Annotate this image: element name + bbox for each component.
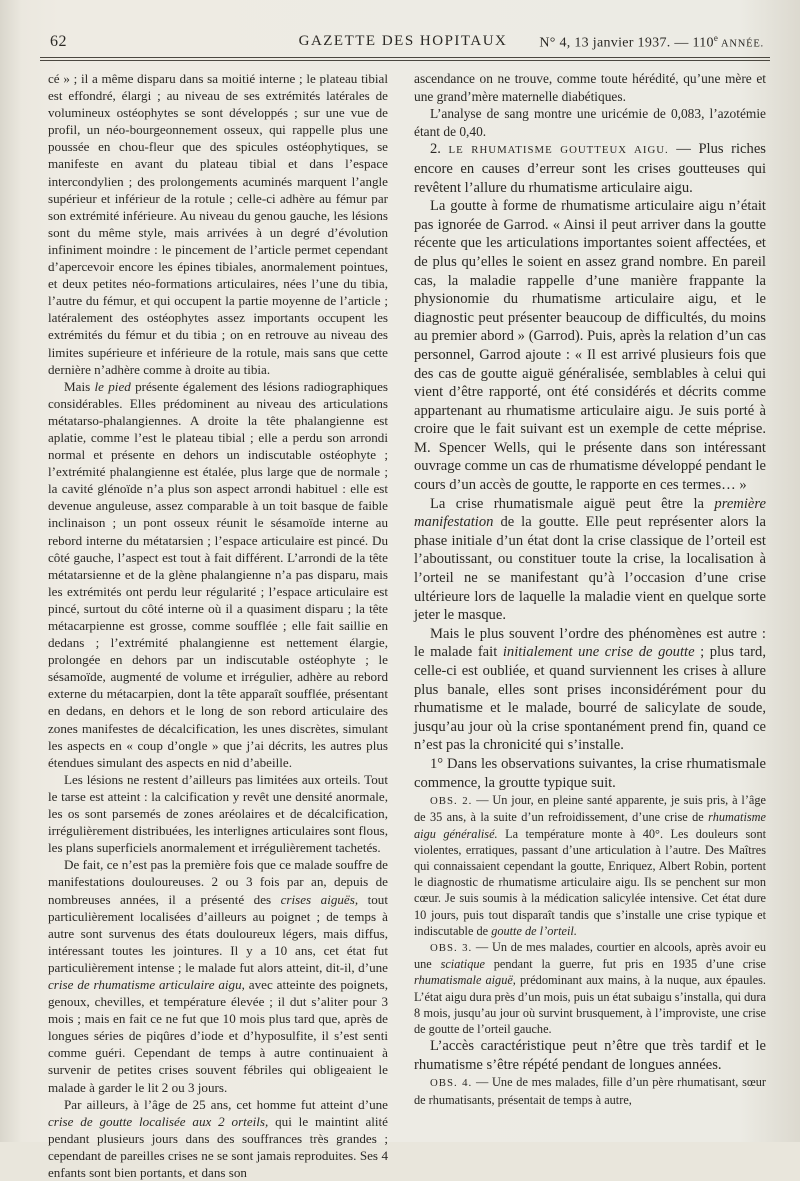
small-caps-heading: OBS. 3. [430,941,473,954]
text-run: La crise rhumatismale aiguë peut être la [430,495,715,512]
italic-text: sciatique [440,957,485,972]
text-run: De fait, ce n’est pas la première fois que ce malade souffre de manifestations douloureuses. 2 ou 3 fois par an, depuis de nombreuses années, il a présenté des [48,857,388,907]
italic-text: crise de rhumatisme articulaire aigu, [48,976,245,992]
paragraph [48,856,388,1095]
text-run: La goutte à forme de rhumatisme articulaire aigu n’était pas ignorée de Garrod. « Ainsi il peut arriver dans la goutte récente que les articulations importantes soient affectées, et de plus qu’elles le soient en assez grand nombre. En pareil cas, la maladie rappelle d’une manière frappante la physionomie du rhumatisme articulaire aigu, et le diagnostic peut présenter beaucoup de difficultés, du moins au premier abord » (Garrod). Puis, après la relation d’un cas personnel, Garrod ajoute : « Il est arrivé plusieurs fois que des cas de goutte aiguë généralisée, semblables à celui qui vient d’être rapporté, ont été considérés et décrits comme appartenant au rhumatisme articulaire aigu. Je suis porté à croire que le fait suivant est un exemple de cette méprise. M. Spencer Wells, qui le présente dans son intéressant ouvrage comme un cas de rhumatisme développé pendant le cours d’un accès de goutte, le rapporte en ces termes… » [414,198,766,494]
small-caps-heading: LE RHUMATISME GOUTTEUX AIGU. [448,144,669,157]
text-run: — Un jour, en pleine santé apparente, je suis pris, à l’âge de 35 ans, à la suite d’un refroidissement, d’une crise de [414,793,766,825]
header-rule-top [40,57,770,58]
paragraph [414,625,766,755]
text-run: 1° Dans les observations suivantes, la crise rhumatismale commence, la groutte typique suit. [414,755,766,791]
text-run: de la goutte. Elle peut représenter alors la phase initiale d’un état dont la crise classique de l’orteil est l’aboutissant, ou constituer toute la crise, la localisation à l’orteil ne se manifestant qu’à l’occasion d’une crise ultérieure lors de laquelle la maladie vient en quelque sorte jeter le masque. [414,514,766,624]
text-run: avec atteinte des poignets, genoux, chevilles, et température élevée ; il dut s’aliter pour 3 mois ; mais en fait ce ne fut que 10 mois plus tard que, après de longues séries de piqûres d’iode et d’hyposulfite, il s’est senti comme guéri. Cependant de temps à autre continuaient à survenir de petites crises souvent fébriles qui obligeaient le malade à garder le lit 2 ou 3 jours. [48,976,388,1095]
paragraph [48,771,388,856]
journal-title: GAZETTE DES HOPITAUX [298,33,508,49]
italic-text: rhumatisme aigu généralisé. [414,810,766,841]
paragraph [414,105,766,140]
text-run: — Un de mes malades, courtier en alcools, après avoir eu une [414,939,766,972]
text-run: présente également des lésions radiographiques considérables. Elles prédominent au niveau des articulations métatarso-phalangiennes. A droite la tête phalangienne est aplatie, comme l’est le plateau tibial ; elle a perdu son arrondi normal et présente en dehors un indiscutable ostéophyte ; l’extrémité phalangienne est étalée, plus large que de normale ; la cavité glénoïde n’a plus son aspect arrondi habituel : elle est devenue anguleuse, assez comparable à un toit basque de faible inclinaison ; un pont osseux réunit le sésamoïde interne au rebord interne du métatarsien ; l’espace articulaire est pincé. Du côté gauche, l’aspect est tout à fait différent. L’arrondi de la tête métatarsienne et de la glène phalangienne n’a pas disparu, mais les extrémités ont perdu leur régularité ; l’espace articulaire est pincé, surtout du côté interne où il a quasiment disparu ; la tête métacarpienne est grosse, comme soufflée ; elle fait saillie en dedans ; l’extrémité phalangienne est nettement élargie, prolongée en dehors par un indiscutable ostéophyte ; le sésamoïde, augmenté de volume et irrégulier, adhère au rebord externe du métacarpien, dont la tête apparaît soufflée, présentant en dedans, en dehors et le long de son rebord articulaire des zones manifestes de décalcification, les unes discrètes, simulant les aspects en « coup d’ongle » que j’ai décrits, les autres plus étendues simulant des aspects en nid d’abeille. [48,378,388,770]
small-caps-heading: OBS. 2. [430,795,473,808]
text-run: La température monte à 40°. Les douleurs sont violentes, erratiques, passant d’une articulation à l’autre. Des Maîtres qui connaissaient cependant la goutte, Enriquez, Albert Robin, portent le diagnostic de rhumatisme articulaire aigu. Ils se penchent sur mon cœur. Je suis soumis à la médication salicylée intensive. Cet état dure 10 jours, puis tout disparaît tandis que s’installe une crise typique et indiscutable de [414,826,767,938]
text-run: L’analyse de sang montre une uricémie de 0,083, l’azotémie étant de 0,40. [414,106,766,139]
page-number: 62 [50,33,67,50]
paragraph [414,939,766,1037]
text-run: — Plus riches encore en causes d’erreur sont les crises goutteuses qui revêtent l’allure du rhumatisme articulaire aigu. [414,141,766,196]
text-run: ascendance on ne trouve, comme toute hérédité, qu’une mère et une grand’mère maternelle diabétiques. [414,71,766,104]
paragraph [48,70,388,378]
right-column [414,70,766,1108]
paragraph [414,1074,766,1107]
text-run: 2. [430,141,449,158]
paragraph [414,755,766,792]
italic-text: rhumatismale aiguë, [414,973,516,988]
issue-number-date: N° 4, 13 janvier 1937. — 110 [539,35,714,51]
annee-label: ANNÉE. [718,38,764,50]
italic-text: crises aiguës, [280,891,359,907]
text-run: pendant la guerre, fut pris en 1935 d’une crise [484,957,766,972]
italic-text: goutte de l’orteil. [491,923,577,938]
text-run: Les lésions ne restent d’ailleurs pas limitées aux orteils. Tout le tarse est atteint : la calcification y revêt une densité anormale, les os sont parsemés de zones aréolaires et de décalcification, irrégulièrement distribuées, les interlignes articulaires sont flous, les plans superficiels anormalement et irrégulièrement tachetés. [48,771,388,856]
paragraph [48,1096,388,1181]
paragraph [414,140,766,197]
italic-text: initialement une crise de goutte [502,644,695,661]
text-run: — Une de mes malades, fille d’un père rhumatisant, sœur de rhumatisants, présentait de temps à autre, [414,1075,766,1107]
text-run: Mais [64,378,95,394]
italic-text: le pied [94,378,131,394]
header-rule-bottom [40,60,770,61]
italic-text: crise de goutte localisée aux 2 orteils, [48,1113,269,1129]
small-caps-heading: OBS. 4. [430,1077,473,1090]
issue-date [539,33,764,52]
paragraph [414,1037,766,1074]
paragraph [414,70,766,105]
text-run: cé » ; il a même disparu dans sa moitié interne ; le plateau tibial est effondré, élargi ; au niveau de ses extrémités latérales de volumineux ostéophytes se sont développés ; sur une vue de profil, un néo-bourgeonnement osseux, qui rappelle plus une poussée en chou-fleur que des spicules ostéophytiques, se manifeste en avant du plateau tibial et dans l’espace intercondylien ; des prolongements acuminés marquent l’angle supérieur et inférieur de la rotule ; celle-ci adhère au fémur par son extrémité inférieure. Au niveau du genou gauche, les lésions sont du même style, mais arrivées à un degré d’évolution infiniment moindre : le pincement de l’article permet cependant d’apercevoir encore les épines tibiales, anormalement pointues, et deux petites néo-formations articulaires, nées l’une du tibia, l’autre du fémur, et qui occupent la partie moyenne de l’article ; latéralement des ostéophytes assez importants occupent les extrémités du fémur et du tibia ; on en retrouve au niveau des limites supérieure et inférieure de la rotule, mais sans que cette dernière n’adhère comme à droite au tibia. [48,71,388,377]
text-run: tout particulièrement localisées d’ailleurs au poignet ; de temps à autre sont survenus des états douloureux légers, mais diffus, intéressant toutes les jointures. Il y a 10 ans, cet état fut particulièrement intense ; le malade fut alors atteint, dit-il, d’une [48,891,388,975]
year-ordinal-suffix: e [713,33,719,43]
paragraph [414,197,766,495]
text-run: ; plus tard, celle-ci est oubliée, et quand surviennent les crises à allure plus banale, elles sont prises inconsidérément pour du rhumatisme et le malade, bourré de salicylate de soude, jusqu’au jour où la crise spontanément prend fin, quand ce n’est pas la chronicité qui s’installe. [414,644,766,754]
text-run: L’accès caractéristique peut n’être que très tardif et le rhumatisme s’être répété pendant de longues années. [414,1038,766,1073]
running-header [40,30,766,54]
text-run: qui le maintint alité pendant plusieurs jours dans des souffrances très grandes ; cependant de pareilles crises ne se sont jamais reproduites. Ses 4 enfants sont bien portants, et dans son [48,1113,388,1180]
paragraph [414,495,766,625]
text-run: Par ailleurs, à l’âge de 25 ans, cet homme fut atteint d’une [64,1096,388,1112]
italic-text: première manifestation [414,495,766,531]
text-run: Mais le plus souvent l’ordre des phénomènes est autre : le malade fait [414,625,766,661]
text-run: prédominant aux mains, à la nuque, aux épaules. L’état aigu dura près d’un mois, puis un état subaigu s’installa, qui dura 8 mois, jusqu’au jour où survint brusquement, à l’improviste, une crise de goutte de l’orteil gauche. [414,973,766,1036]
left-column [48,70,388,1181]
paragraph [48,378,388,771]
paragraph [414,792,766,939]
